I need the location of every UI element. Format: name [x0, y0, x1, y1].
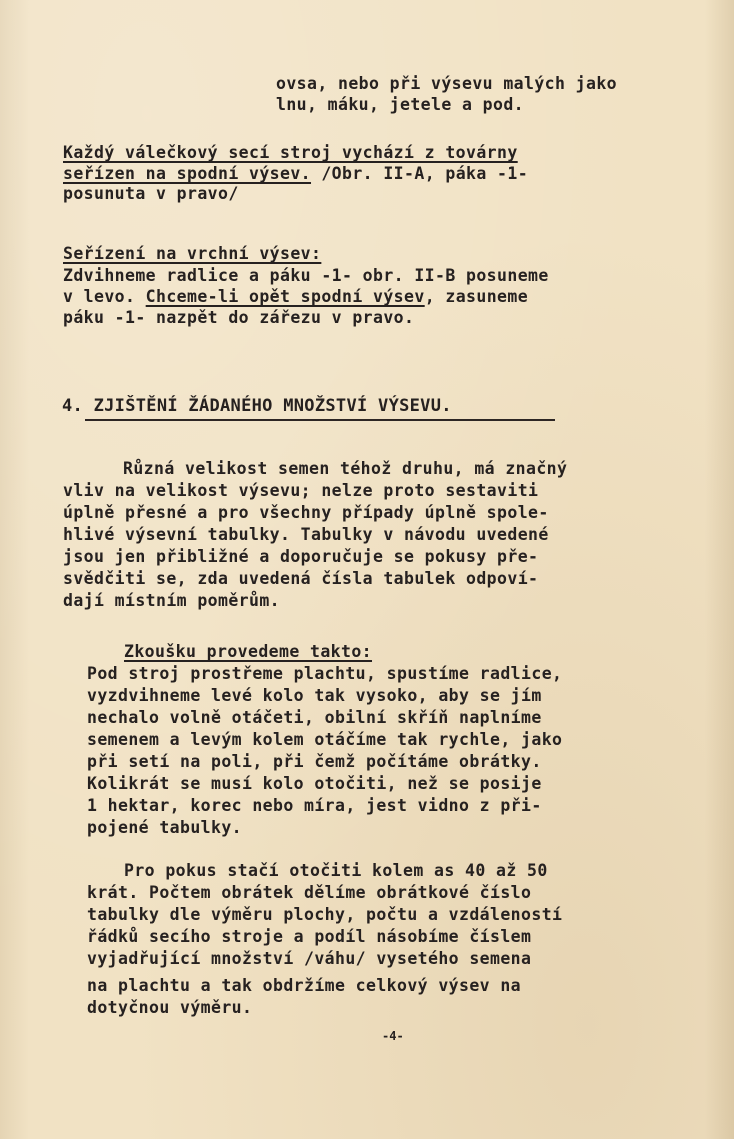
text-line: na plachtu a tak obdržíme celkový výsev na [87, 976, 522, 995]
underlined-phrase: Chceme-li opět spodní výsev [145, 287, 425, 306]
text-line [63, 164, 528, 184]
text-line: páku -1- nazpět do zářezu v pravo. [63, 308, 415, 327]
heading-underline [85, 419, 555, 421]
text-phrase: /Obr. II-A, páka -1- [311, 164, 529, 183]
text-line: Pod stroj prostřeme plachtu, spustíme radlice, [87, 664, 563, 683]
text-phrase: v levo. [63, 287, 146, 306]
text-line: ovsa, nebo při výsevu malých jako [276, 74, 618, 93]
text-line: Každý válečkový secí stroj vychází z továrny [63, 143, 518, 162]
text-line: 1 hektar, korec nebo míra, jest vidno z při- [87, 796, 542, 815]
text-line: dají místním poměrům. [63, 591, 281, 610]
text-line: jsou jen přibližné a doporučuje se pokusy pře- [63, 547, 539, 566]
section-subtitle: Zkoušku provedeme takto: [124, 642, 373, 661]
section-subtitle: Seřízení na vrchní výsev: [63, 244, 322, 263]
text-line: Zdvihneme radlice a páku -1- obr. II-B posuneme [63, 266, 549, 285]
text-line: pojené tabulky. [87, 818, 243, 837]
text-line: krát. Počtem obrátek dělíme obrátkové číslo [87, 883, 532, 902]
page-number: -4- [382, 1029, 404, 1043]
text-line: vyjadřující množství /váhu/ vysetého semena [87, 949, 532, 968]
text-line [63, 287, 528, 307]
text-line: hlivé výsevní tabulky. Tabulky v návodu uvedené [63, 525, 549, 544]
text-line: při setí na poli, při čemž počítáme obrátky. [87, 752, 542, 771]
text-line: semenem a levým kolem otáčíme tak rychle, jako [87, 730, 563, 749]
text-line: nechalo volně otáčeti, obilní skříň naplníme [87, 708, 542, 727]
text-line: úplně přesné a pro všechny případy úplně spole- [63, 503, 549, 522]
text-line: tabulky dle výměru plochy, počtu a vzdáleností [87, 905, 563, 924]
text-line: posunuta v pravo/ [63, 184, 239, 203]
text-line: svědčiti se, zda uvedená čísla tabulek odpoví- [63, 569, 539, 588]
text-line: vyzdvihneme levé kolo tak vysoko, aby se jím [87, 686, 542, 705]
text-line: Různá velikost semen téhož druhu, má značný [123, 459, 568, 478]
text-line: dotyčnou výměru. [87, 998, 253, 1017]
text-line: Pro pokus stačí otočiti kolem as 40 až 50 [124, 861, 548, 880]
section-heading: 4. ZJIŠTĚNÍ ŽÁDANÉHO MNOŽSTVÍ VÝSEVU. [62, 396, 452, 416]
text-line: řádků secího stroje a podíl násobíme číslem [87, 927, 532, 946]
text-line: vliv na velikost výsevu; nelze proto sestaviti [63, 481, 539, 500]
underlined-phrase: seřízen na spodní výsev. [63, 164, 312, 183]
text-phrase: , zasuneme [424, 287, 529, 306]
text-line: Kolikrát se musí kolo otočiti, než se posije [87, 774, 542, 793]
text-line: lnu, máku, jetele a pod. [276, 95, 525, 114]
